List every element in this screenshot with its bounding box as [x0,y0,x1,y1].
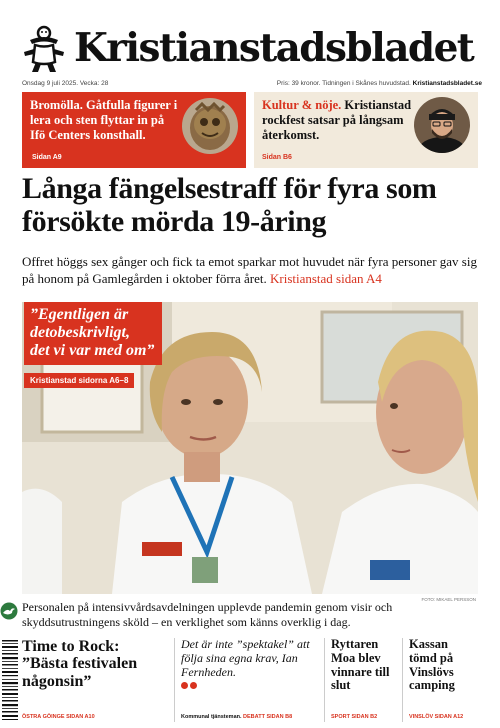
teaser-text: Kristianstad rockfest satsar på långsam återkomst. [262,98,412,142]
deck-text: Offret höggs sex gånger och fick ta emot sparkar mot huvudet när fyra personer gav sig på honom på Gamlegården i oktober förra året. [22,254,477,286]
teaser-page-ref: SPORT SIDAN B2 [331,714,378,720]
page-label: DEBATT SIDAN B8 [243,714,293,720]
man-portrait-photo [414,97,470,153]
lead-headline[interactable]: Långa fängelsestraff för fyra som försökte mörda 19-åring [22,172,437,238]
teaser-page-ref [22,714,95,720]
teaser-page-ref: Sidan A9 [32,154,62,161]
byline: Kommunal tjänsteman. [181,714,242,720]
lead-deck [22,254,482,287]
teaser-title: Kassan tömd på Vinslövs camping [409,637,455,693]
site-link[interactable]: Kristianstadsbladet.se [412,80,482,87]
swan-ecolabel-icon [0,602,18,620]
photo-story-page-ref[interactable]: Kristianstad sidorna A6–8 [24,373,134,388]
newspaper-title: Kristianstadsbladet [74,24,474,71]
quote-line: detobeskrivligt, [30,323,130,341]
quote-line: ”Egentligen är [30,306,129,323]
page-label: SIDAN A10 [66,714,95,720]
teaser-title: Ryttaren Moa blev vinnare till slut [331,637,390,693]
price-text: Pris: 39 kronor. Tidningen i Skånes huvudstad. [276,80,411,87]
teaser-title: Det är inte ”spektakel” att följa sina egna krav, Ian Fernheden. [181,637,310,679]
issue-date: Onsdag 9 juli 2025. Vecka: 28 [22,80,109,87]
teaser-time-to-rock[interactable] [22,638,164,690]
quote-line: det vi var med om” [30,341,155,359]
masthead [18,20,482,76]
quote-dots-icon [181,682,312,689]
dateline [22,80,482,87]
lead-page-ref: Kristianstad sidan A4 [269,270,382,286]
teaser-debatt[interactable] [174,638,312,722]
teaser-rockfest[interactable] [254,92,478,168]
teaser-bromolla[interactable] [22,92,246,168]
price-info [277,80,482,87]
teaser-page-ref: VINSLÖV SIDAN A12 [409,714,464,720]
teaser-kicker: Kultur & nöje. [262,98,342,112]
teaser-title [262,98,412,143]
knight-figure-icon [18,22,70,74]
teaser-title: Bromölla. Gåtfulla figurer i lera och sten flyttar in på Ifö Centers konsthall. [30,98,178,142]
teaser-page-ref: Sidan B6 [262,154,292,161]
teaser-kassan[interactable] [402,638,478,722]
bottom-teasers [22,638,478,722]
barcode-icon [2,638,18,722]
teaser-ryttaren[interactable] [324,638,396,722]
clay-figure-photo [182,98,238,154]
pull-quote [24,302,162,365]
teaser-title: Time to Rock: ”Bästa festivalen någonsin” [22,638,138,690]
teaser-page-ref [181,714,292,720]
section-label: ÖSTRA GÖINGE [22,714,65,720]
photo-credit: FOTO: MIKAEL PERSSON [421,597,476,602]
photo-caption: Personalen på intensivvårdsavdelningen upplevde pandemin genom visir och skyddsutrustningens sköld – en verklighet som känns overklig i dag. [22,600,393,629]
